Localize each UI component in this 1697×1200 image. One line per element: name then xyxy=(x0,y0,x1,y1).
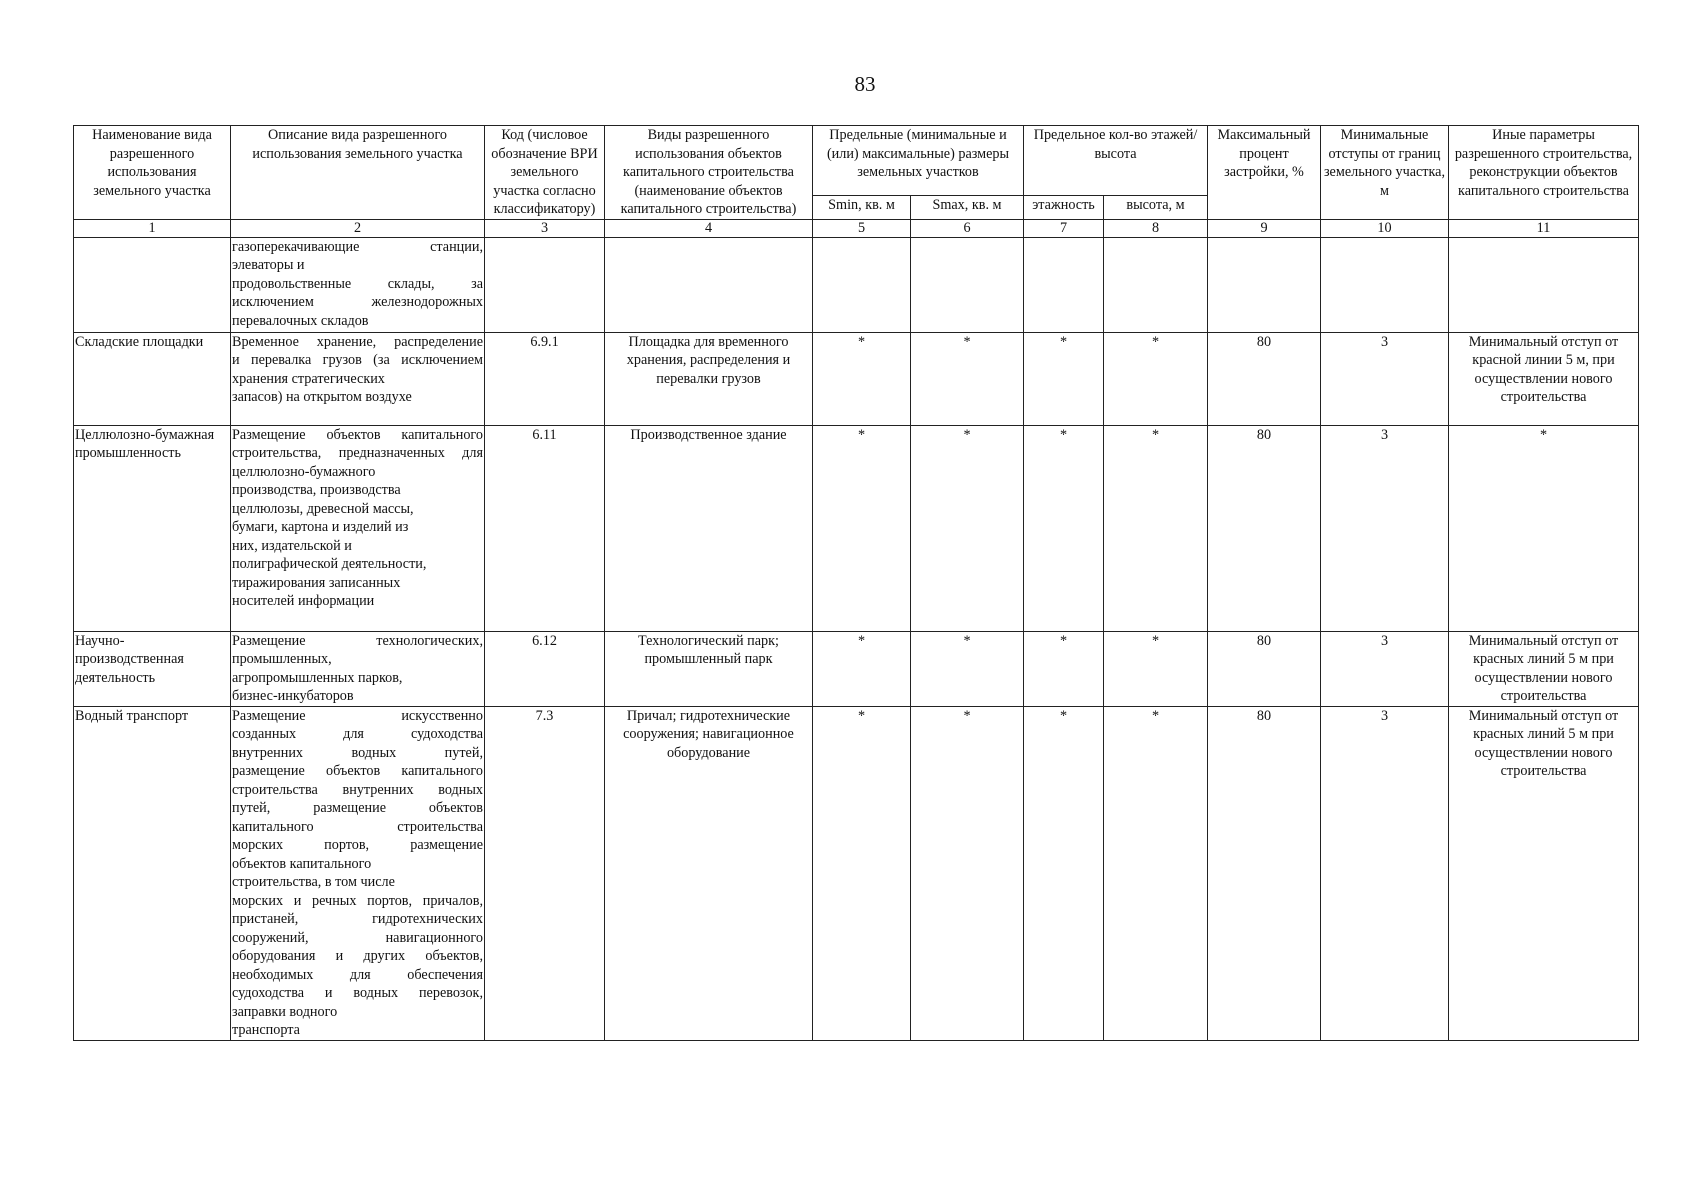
row-other: Минимальный отступ от красных линий 5 м при осуществлении нового строительства xyxy=(1449,631,1639,706)
column-number: 1 xyxy=(74,219,231,237)
column-number: 4 xyxy=(605,219,813,237)
row-height: * xyxy=(1104,631,1208,706)
row-name: Водный транспорт xyxy=(74,706,231,1040)
row-name xyxy=(74,237,231,332)
description-line: сооружений, навигационного xyxy=(232,929,483,946)
header-max-percent: Максимальный процент застройки, % xyxy=(1208,126,1321,220)
row-name: Целлюлозно-бумажная промышленность xyxy=(74,425,231,631)
row-min-setback xyxy=(1321,237,1449,332)
table-row xyxy=(74,706,1639,1040)
header-smin: Smin, кв. м xyxy=(813,195,911,219)
description-line: продовольственные склады, за xyxy=(232,275,483,292)
description-line: Размещение объектов капитального xyxy=(232,426,483,443)
header-min-setback: Минимальные отступы от границ земельного участка, м xyxy=(1321,126,1449,220)
row-description xyxy=(231,332,485,425)
row-objects: Технологический парк; промышленный парк xyxy=(605,631,813,706)
column-number: 2 xyxy=(231,219,485,237)
row-code: 7.3 xyxy=(485,706,605,1040)
table-row xyxy=(74,237,1639,332)
description-line: необходимых для обеспечения xyxy=(232,966,483,983)
row-code: 6.11 xyxy=(485,425,605,631)
row-height xyxy=(1104,237,1208,332)
header-floors: этажность xyxy=(1024,195,1104,219)
row-max-percent: 80 xyxy=(1208,332,1321,425)
row-code: 6.12 xyxy=(485,631,605,706)
column-number: 10 xyxy=(1321,219,1449,237)
row-smin: * xyxy=(813,332,911,425)
page-number: 83 xyxy=(854,72,876,96)
row-objects: Производственное здание xyxy=(605,425,813,631)
row-description xyxy=(231,425,485,631)
description-line: и перевалка грузов (за исключением xyxy=(232,352,483,368)
header-height: высота, м xyxy=(1104,195,1208,219)
column-number: 3 xyxy=(485,219,605,237)
row-smax: * xyxy=(911,332,1024,425)
column-number: 7 xyxy=(1024,219,1104,237)
row-floors xyxy=(1024,237,1104,332)
description-line: Временное хранение, распределение xyxy=(232,333,483,350)
row-smin: * xyxy=(813,425,911,631)
header-smax: Smax, кв. м xyxy=(911,195,1024,219)
description-line: внутренних водных путей, xyxy=(232,744,483,761)
description-line: морских портов, размещение xyxy=(232,837,483,853)
row-smin: * xyxy=(813,706,911,1040)
row-other: * xyxy=(1449,425,1639,631)
description-line: бумаги, картона и изделий из xyxy=(232,519,409,535)
row-floors: * xyxy=(1024,425,1104,631)
row-other: Минимальный отступ от красных линий 5 м при осуществлении нового строительства xyxy=(1449,706,1639,1040)
row-objects: Площадка для временного хранения, распределения и перевалки грузов xyxy=(605,332,813,425)
description-line: промышленных, xyxy=(232,651,332,667)
row-smax: * xyxy=(911,631,1024,706)
description-line: газоперекачивающие станции, xyxy=(232,238,483,255)
column-number: 11 xyxy=(1449,219,1639,237)
description-line: Размещение технологических, xyxy=(232,632,483,649)
description-line: заправки водного xyxy=(232,1003,338,1020)
header-floors-height: Предельное кол-во этажей/высота xyxy=(1024,126,1208,196)
description-line: хранения стратегических xyxy=(232,370,385,387)
description-line: капитального строительства xyxy=(232,818,483,835)
header-row xyxy=(74,126,1639,196)
row-smin: * xyxy=(813,631,911,706)
row-min-setback: 3 xyxy=(1321,425,1449,631)
regulations-table xyxy=(73,125,1639,1041)
description-line: производства, производства xyxy=(232,482,401,498)
row-max-percent xyxy=(1208,237,1321,332)
row-objects xyxy=(605,237,813,332)
header-description: Описание вида разрешенного использования земельного участка xyxy=(231,126,485,220)
row-height: * xyxy=(1104,425,1208,631)
row-max-percent: 80 xyxy=(1208,631,1321,706)
description-line: объектов капитального xyxy=(232,855,372,872)
description-line: тиражирования записанных xyxy=(232,574,401,591)
column-number: 8 xyxy=(1104,219,1208,237)
row-height: * xyxy=(1104,706,1208,1040)
row-other xyxy=(1449,237,1639,332)
row-floors: * xyxy=(1024,706,1104,1040)
column-number-row xyxy=(74,219,1639,237)
row-min-setback: 3 xyxy=(1321,332,1449,425)
description-line: строительства, в том числе xyxy=(232,874,395,890)
row-objects: Причал; гидротехнические сооружения; навигационное оборудование xyxy=(605,706,813,1040)
row-min-setback: 3 xyxy=(1321,631,1449,706)
header-objects: Виды разрешенного использования объектов капитального строительства (наименование объектов капитального строительства) xyxy=(605,126,813,220)
header-area-limits: Предельные (минимальные и (или) максимальные) размеры земельных участков xyxy=(813,126,1024,196)
column-number: 9 xyxy=(1208,219,1321,237)
row-description xyxy=(231,706,485,1040)
description-line: носителей информации xyxy=(232,593,375,609)
description-line: пристаней, гидротехнических xyxy=(232,911,483,927)
row-description xyxy=(231,237,485,332)
description-line: агропромышленных парков, xyxy=(232,669,403,686)
row-floors: * xyxy=(1024,332,1104,425)
column-number: 5 xyxy=(813,219,911,237)
row-max-percent: 80 xyxy=(1208,425,1321,631)
table-row xyxy=(74,425,1639,631)
row-code xyxy=(485,237,605,332)
row-min-setback: 3 xyxy=(1321,706,1449,1040)
header-name: Наименование вида разрешенного использования земельного участка xyxy=(74,126,231,220)
description-line: судоходства и водных перевозок, xyxy=(232,985,483,1001)
description-line: целлюлозно-бумажного xyxy=(232,463,376,480)
description-line: созданных для судоходства xyxy=(232,726,483,742)
column-number: 6 xyxy=(911,219,1024,237)
description-line: оборудования и других объектов, xyxy=(232,948,483,964)
description-line: перевалочных складов xyxy=(232,312,369,329)
row-other: Минимальный отступ от красной линии 5 м, при осуществлении нового строительства xyxy=(1449,332,1639,425)
row-smax xyxy=(911,237,1024,332)
description-line: полиграфической деятельности, xyxy=(232,556,427,572)
description-line: морских и речных портов, причалов, xyxy=(232,892,483,909)
description-line: строительства внутренних водных xyxy=(232,781,483,798)
header-other: Иные параметры разрешенного строительства, реконструкции объектов капитального строительства xyxy=(1449,126,1639,220)
description-line: запасов) на открытом воздухе xyxy=(232,389,412,405)
table-row xyxy=(74,332,1639,425)
description-line: строительства, предназначенных для xyxy=(232,445,483,461)
description-line: целлюлозы, древесной массы, xyxy=(232,500,414,517)
row-smax: * xyxy=(911,425,1024,631)
row-height: * xyxy=(1104,332,1208,425)
description-line: путей, размещение объектов xyxy=(232,800,483,816)
row-max-percent: 80 xyxy=(1208,706,1321,1040)
row-code: 6.9.1 xyxy=(485,332,605,425)
description-line: них, издательской и xyxy=(232,537,352,554)
row-smax: * xyxy=(911,706,1024,1040)
row-name: Научно-производственная деятельность xyxy=(74,631,231,706)
description-line: элеваторы и xyxy=(232,257,305,273)
row-floors: * xyxy=(1024,631,1104,706)
header-code: Код (числовое обозначение ВРИ земельного участка согласно классификатору) xyxy=(485,126,605,220)
description-line: Размещение искусственно xyxy=(232,707,483,724)
description-line: исключением железнодорожных xyxy=(232,294,483,310)
description-line: размещение объектов капитального xyxy=(232,763,483,779)
table-row xyxy=(74,631,1639,706)
row-description xyxy=(231,631,485,706)
row-name: Складские площадки xyxy=(74,332,231,425)
row-smin xyxy=(813,237,911,332)
description-line: транспорта xyxy=(232,1022,300,1038)
description-line: бизнес-инкубаторов xyxy=(232,688,354,704)
